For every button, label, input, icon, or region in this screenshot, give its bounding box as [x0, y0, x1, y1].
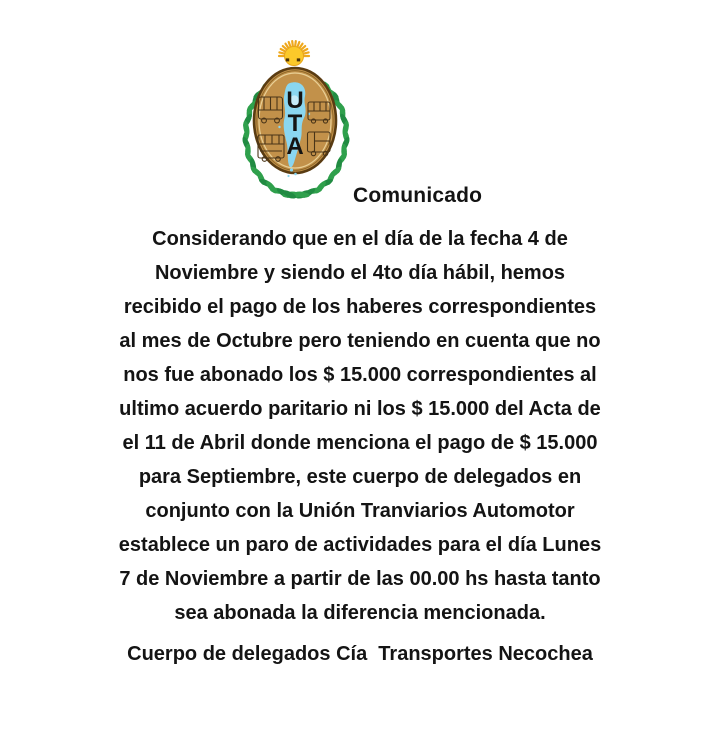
uta-logo [230, 30, 365, 205]
body-line: sea abonada la diferencia mencionada. [174, 602, 546, 624]
letter-t: T [287, 110, 303, 137]
body-paragraph [0, 222, 720, 671]
signature-line: Cuerpo de delegados Cía Transportes Necochea [127, 643, 593, 665]
body-line: para Septiembre, este cuerpo de delegados en [138, 466, 582, 488]
sun-icon [279, 41, 309, 65]
body-line: 7 de Noviembre a partir de las 00.00 hs hasta tanto [119, 568, 601, 590]
body-line: Considerando que en el día de la fecha 4 de [152, 228, 568, 250]
comunicado-heading: Comunicado [353, 184, 483, 207]
body-line: ultimo acuerdo paritario ni los $ 15.000 del Acta de [119, 398, 601, 420]
letter-u: U [286, 87, 304, 114]
body-line: Noviembre y siendo el 4to día hábil, hemos [154, 262, 566, 284]
body-line: recibido el pago de los haberes correspondientes [123, 296, 597, 318]
body-line: nos fue abonado los $ 15.000 correspondientes al [123, 364, 597, 386]
uta-letters [286, 87, 303, 160]
medallion [254, 68, 336, 177]
body-line: establece un paro de actividades para el día Lunes [118, 534, 602, 556]
body-line: conjunto con la Unión Tranviarios Automotor [145, 500, 575, 522]
body-line: el 11 de Abril donde menciona el pago de $ 15.000 [122, 432, 598, 454]
letter-a: A [286, 133, 304, 160]
body-line: al mes de Octubre pero teniendo en cuenta que no [119, 330, 601, 352]
